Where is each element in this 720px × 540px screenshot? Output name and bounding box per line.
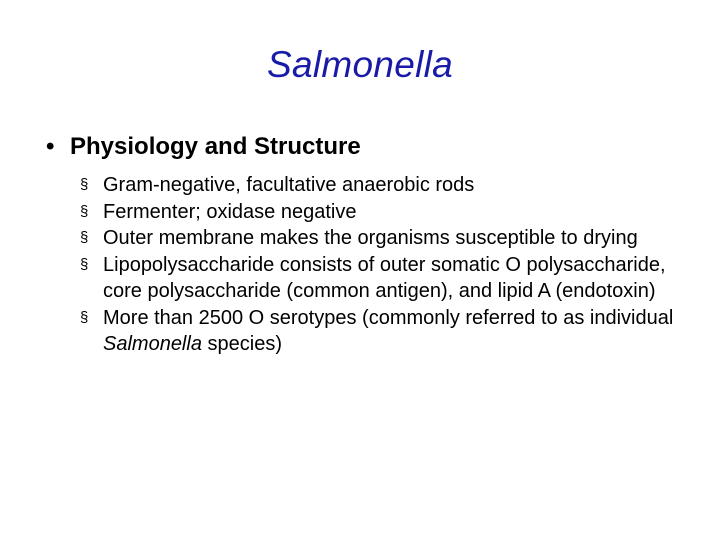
list-item-text-after: species) [201, 333, 282, 355]
list-item-text: Fermenter; oxidase negative [103, 200, 357, 223]
section-heading [46, 132, 361, 162]
list-item [80, 252, 690, 305]
list-item [80, 305, 690, 358]
list-item [80, 225, 690, 252]
list-item-text [103, 305, 690, 358]
list-item-text: Lipopolysaccharide consists of outer somatic O polysaccharide, core polysaccharide (common antigen), and lipid A (endotoxin) [103, 253, 666, 302]
list-item [80, 172, 690, 199]
square-bullet-icon: § [80, 176, 89, 193]
square-bullet-icon: § [80, 229, 89, 246]
list-item-text: Outer membrane makes the organisms susceptible to drying [103, 227, 638, 249]
list-item-text-before: More than 2500 O serotypes (commonly referred to as individual [103, 306, 674, 329]
list-item [80, 199, 690, 226]
section-heading-text: Physiology and Structure [70, 133, 361, 160]
bullet-dot-icon: • [46, 133, 55, 160]
bullet-list [80, 172, 690, 358]
list-item-text: Gram-negative, facultative anaerobic rods [103, 174, 475, 196]
square-bullet-icon: § [80, 202, 89, 220]
list-item-text-emphasis: Salmonella [103, 333, 202, 355]
slide-title: Salmonella [266, 44, 454, 85]
square-bullet-icon: § [80, 255, 89, 273]
square-bullet-icon: § [80, 308, 89, 326]
